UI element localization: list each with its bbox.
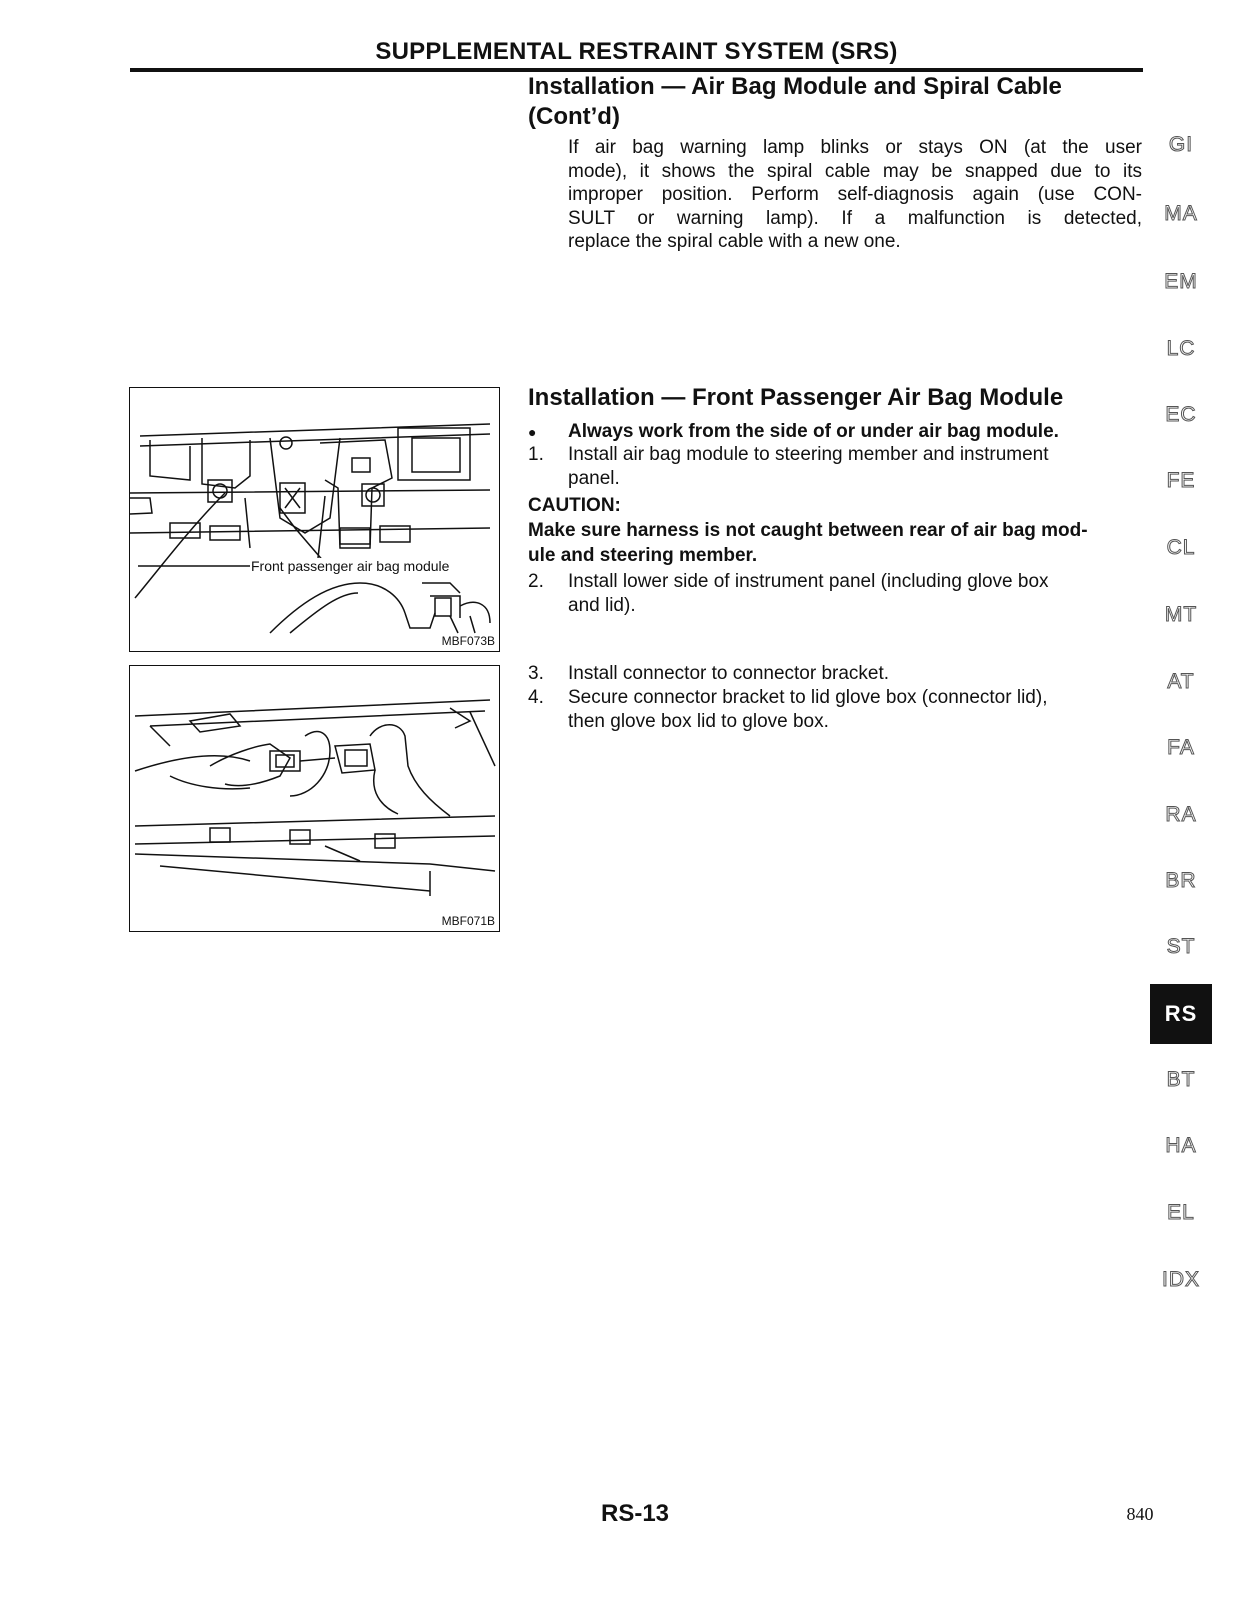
tab-br[interactable]: BR bbox=[1165, 869, 1197, 892]
sheet-number: 840 bbox=[1126, 1504, 1154, 1524]
tab-idx[interactable]: IDX bbox=[1161, 1268, 1200, 1291]
step-text-line: Install air bag module to steering member and instrument bbox=[568, 444, 1049, 465]
page-number-label: RS-13 bbox=[600, 1500, 670, 1527]
step-text-line: panel. bbox=[568, 468, 620, 489]
step-1 bbox=[528, 443, 1143, 493]
tab-bt[interactable]: BT bbox=[1166, 1068, 1196, 1091]
paragraph-line: SULT or warning lamp). If a malfunction is detected, bbox=[568, 207, 1142, 229]
step-number: 2. bbox=[528, 571, 544, 592]
step-text-line: Install lower side of instrument panel (including glove box bbox=[568, 571, 1049, 592]
tab-at[interactable]: AT bbox=[1167, 670, 1195, 693]
paragraph-line: improper position. Perform self-diagnosis again (use CON- bbox=[568, 184, 1142, 205]
caution-label: CAUTION: bbox=[528, 495, 621, 516]
caution-text bbox=[528, 519, 1088, 568]
tab-ma[interactable]: MA bbox=[1164, 202, 1198, 225]
tab-em[interactable]: EM bbox=[1164, 270, 1198, 293]
paragraph-line: mode), it shows the spiral cable may be snapped due to its bbox=[568, 160, 1142, 182]
tab-fa[interactable]: FA bbox=[1167, 736, 1195, 759]
figure-illustration bbox=[130, 666, 499, 931]
tab-ra[interactable]: RA bbox=[1165, 803, 1197, 826]
step-text-line: Install connector to connector bracket. bbox=[568, 663, 890, 684]
tab-cl[interactable]: CL bbox=[1166, 536, 1196, 559]
step-number: 4. bbox=[528, 687, 544, 708]
caution-line: Make sure harness is not caught between rear of air bag mod- bbox=[528, 520, 1088, 541]
figure-label: Front passenger air bag module bbox=[251, 558, 450, 574]
step-2 bbox=[528, 570, 1143, 620]
tab-gi[interactable]: GI bbox=[1168, 133, 1194, 156]
section1-heading-line2: (Cont’d) bbox=[528, 103, 620, 130]
step-text-line: Secure connector bracket to lid glove box (connector lid), bbox=[568, 687, 1048, 708]
step-text-line: then glove box lid to glove box. bbox=[568, 711, 829, 732]
tab-ha[interactable]: HA bbox=[1165, 1134, 1197, 1157]
tab-lc[interactable]: LC bbox=[1166, 337, 1196, 360]
step-number: 1. bbox=[528, 444, 544, 465]
section1-heading-line1: Installation — Air Bag Module and Spiral Cable bbox=[528, 73, 1062, 100]
step-3 bbox=[528, 662, 1143, 688]
figure-connector-bracket bbox=[129, 665, 500, 932]
tab-st[interactable]: ST bbox=[1166, 935, 1196, 958]
section1-paragraph bbox=[568, 136, 1142, 254]
caution-line: ule and steering member. bbox=[528, 544, 758, 566]
bullet-text: Always work from the side of or under air bag module. bbox=[568, 421, 1059, 442]
tab-fe[interactable]: FE bbox=[1166, 469, 1196, 492]
figure-illustration bbox=[130, 388, 499, 651]
step-number: 3. bbox=[528, 663, 544, 684]
step-text-line: and lid). bbox=[568, 595, 636, 616]
tab-rs[interactable]: RS bbox=[1150, 984, 1212, 1044]
paragraph-line: replace the spiral cable with a new one. bbox=[568, 231, 901, 252]
tab-mt[interactable]: MT bbox=[1164, 603, 1198, 626]
paragraph-line: If air bag warning lamp blinks or stays ON (at the user bbox=[568, 137, 1142, 158]
tab-ec[interactable]: EC bbox=[1165, 403, 1197, 426]
tab-el[interactable]: EL bbox=[1167, 1201, 1195, 1224]
step-4 bbox=[528, 686, 1143, 736]
figure-code: MBF071B bbox=[441, 914, 495, 928]
page-header-title: SUPPLEMENTAL RESTRAINT SYSTEM (SRS) bbox=[375, 38, 898, 65]
bullet-icon: ● bbox=[528, 424, 537, 440]
figure-passenger-airbag-module bbox=[129, 387, 500, 652]
section2-heading: Installation — Front Passenger Air Bag Module bbox=[528, 384, 1064, 411]
figure-code: MBF073B bbox=[441, 634, 495, 648]
